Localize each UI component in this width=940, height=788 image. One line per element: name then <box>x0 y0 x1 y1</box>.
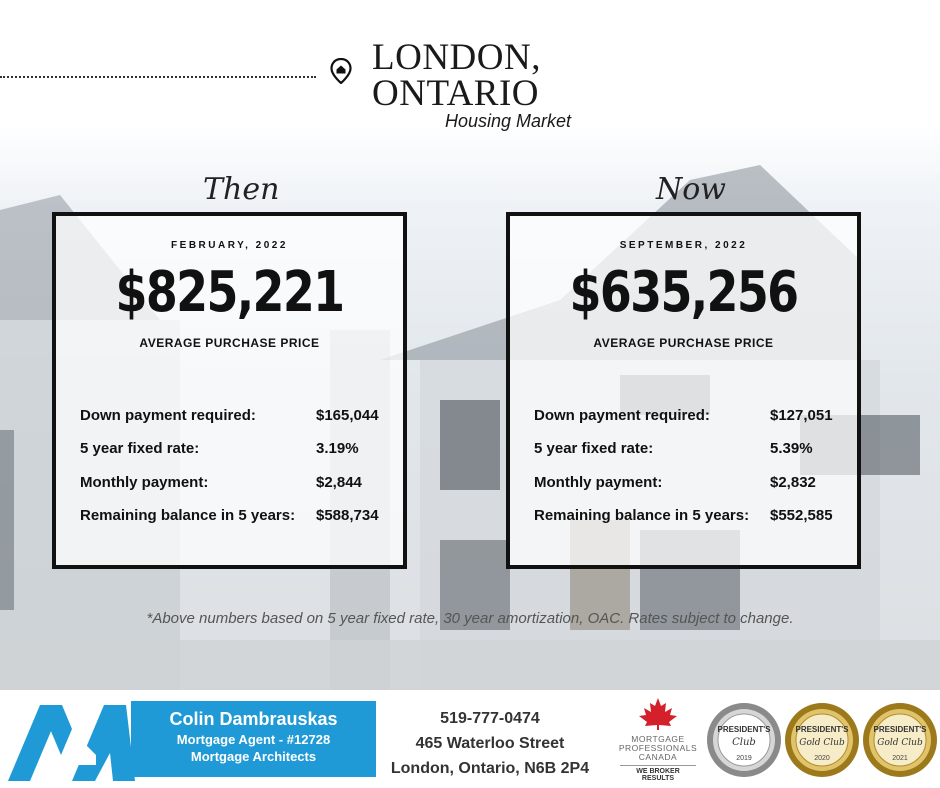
badge-2020-line2: Gold Club <box>799 738 845 748</box>
row-value: 3.19% <box>316 440 359 457</box>
city-address: London, Ontario, N6B 2P4 <box>390 760 590 777</box>
then-script-label: Then <box>203 172 280 207</box>
badge-2021 <box>863 703 937 777</box>
row-label: Remaining balance in 5 years: <box>534 507 750 524</box>
agent-card <box>131 701 376 777</box>
city-line-1: LONDON, <box>372 37 541 78</box>
row-value: $2,844 <box>316 474 362 491</box>
agent-company: Mortgage Architects <box>190 749 317 764</box>
badge-2021-line2: Gold Club <box>877 738 923 748</box>
mpc-line-3: CANADA <box>638 752 678 762</box>
badge-2019-line2: Club <box>732 737 756 748</box>
row-label: 5 year fixed rate: <box>80 440 200 457</box>
badge-2020-line1: PRESIDENT'S <box>795 725 849 734</box>
disclaimer: *Above numbers based on 5 year fixed rate, 30 year amortization, OAC. Rates subject to change. <box>146 610 794 627</box>
then-price: $825,221 <box>115 260 344 325</box>
row-label: Monthly payment: <box>80 474 209 491</box>
badge-2020-year: 2020 <box>814 755 830 762</box>
row-value: $2,832 <box>770 474 816 491</box>
subtitle: Housing Market <box>445 111 572 131</box>
row-label: Down payment required: <box>80 407 256 424</box>
dotted-divider <box>0 76 316 78</box>
now-script-label: Now <box>656 172 726 207</box>
mpc-logo <box>614 698 702 782</box>
location-pin-icon <box>330 58 352 84</box>
phone[interactable]: 519-777-0474 <box>440 710 540 727</box>
agent-title: Mortgage Agent - #12728 <box>176 732 331 747</box>
badge-2019-line1: PRESIDENT'S <box>717 725 771 734</box>
badge-2020 <box>785 703 859 777</box>
now-card <box>506 212 861 569</box>
maple-leaf-icon <box>638 698 678 730</box>
row-value: $588,734 <box>316 507 379 524</box>
then-price-label: AVERAGE PURCHASE PRICE <box>139 336 320 350</box>
agent-name: Colin Dambrauskas <box>169 709 338 729</box>
mortgage-architects-logo <box>0 703 135 781</box>
mpc-tagline: WE BROKER RESULTS <box>620 765 696 782</box>
then-date: FEBRUARY, 2022 <box>171 240 288 251</box>
mpc-line-1: MORTGAGE <box>631 734 685 744</box>
badge-2019-year: 2019 <box>736 755 752 762</box>
now-date: SEPTEMBER, 2022 <box>619 240 748 251</box>
row-value: $552,585 <box>770 507 833 524</box>
row-label: Down payment required: <box>534 407 710 424</box>
then-card <box>52 212 407 569</box>
row-label: 5 year fixed rate: <box>534 440 654 457</box>
mpc-line-2: PROFESSIONALS <box>618 743 698 753</box>
now-price-label: AVERAGE PURCHASE PRICE <box>593 336 774 350</box>
row-value: $127,051 <box>770 407 833 424</box>
city-line-2: ONTARIO <box>372 73 540 114</box>
badge-2019 <box>707 703 781 777</box>
contact-block <box>380 706 600 781</box>
row-value: $165,044 <box>316 407 379 424</box>
badge-2021-year: 2021 <box>892 755 908 762</box>
row-value: 5.39% <box>770 440 813 457</box>
row-label: Monthly payment: <box>534 474 663 491</box>
now-price: $635,256 <box>569 260 798 325</box>
row-label: Remaining balance in 5 years: <box>80 507 296 524</box>
city-title <box>372 37 541 114</box>
badge-2021-line1: PRESIDENT'S <box>873 725 927 734</box>
award-badges <box>706 694 940 788</box>
street-address: 465 Waterloo Street <box>415 735 565 752</box>
